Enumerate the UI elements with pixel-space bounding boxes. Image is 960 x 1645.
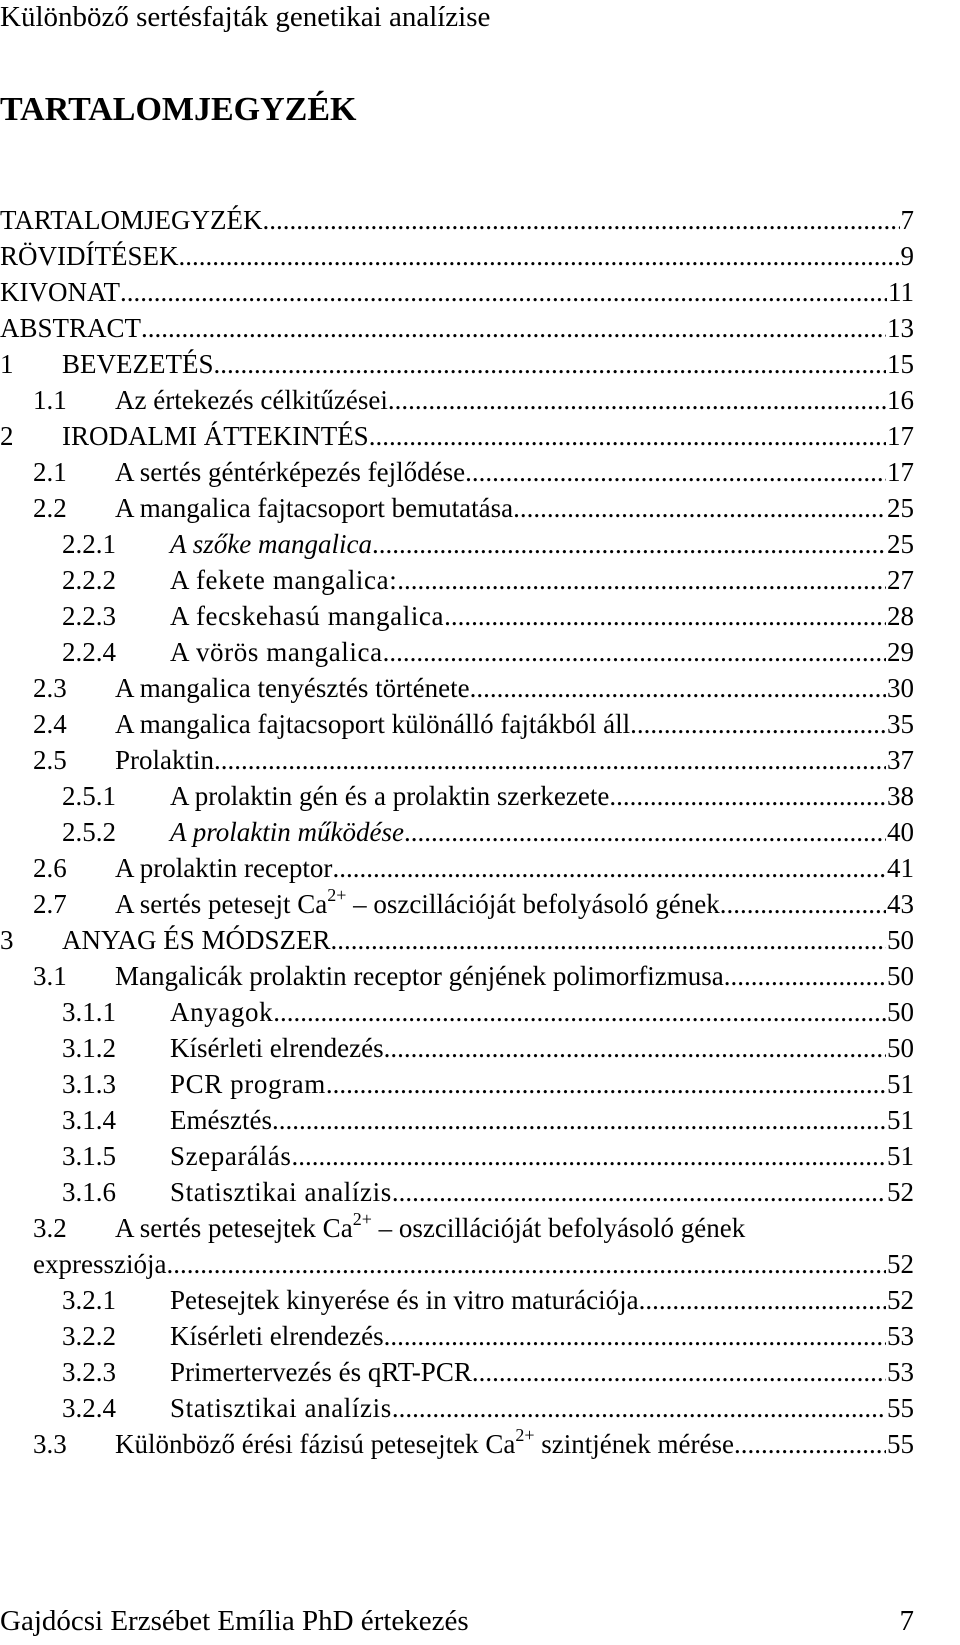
toc-entry[interactable] — [0, 850, 914, 886]
toc-entry[interactable] — [0, 1318, 914, 1354]
dot-leader — [724, 958, 886, 994]
toc-entry[interactable] — [0, 1426, 914, 1462]
toc-entry-title: KIVONAT — [0, 277, 120, 307]
toc-entry[interactable] — [0, 922, 914, 958]
toc-entry[interactable] — [0, 418, 914, 454]
toc-entry-page: 15 — [887, 349, 914, 379]
toc-entry-title: A fekete mangalica: — [170, 565, 398, 595]
toc-entry-page: 53 — [887, 1321, 914, 1351]
toc-entry-title: A prolaktin gén és a prolaktin szerkezete — [170, 781, 610, 811]
dot-leader — [383, 634, 886, 670]
toc-entry-title-rest: szintjének mérése — [534, 1429, 734, 1459]
dot-leader — [472, 1354, 886, 1390]
toc-entry-number: 3.1.2 — [62, 1033, 116, 1063]
toc-entry-title: Mangalicák prolaktin receptor génjének polimorfizmusa — [115, 961, 724, 991]
toc-entry-title: A sertés petesejt Ca — [115, 889, 328, 919]
dot-leader — [392, 1390, 886, 1426]
footer-page-number: 7 — [899, 1605, 914, 1637]
toc-entry-number: 2.5.2 — [62, 817, 116, 847]
dot-leader — [141, 310, 886, 346]
toc-entry[interactable] — [0, 454, 914, 490]
toc-entry-number: 3.2.1 — [62, 1285, 116, 1315]
toc-entry-page: 35 — [887, 709, 914, 739]
dot-leader — [214, 742, 886, 778]
toc-entry-continuation[interactable] — [0, 1246, 914, 1282]
toc-entry[interactable] — [0, 382, 914, 418]
toc-entry-number: 2.3 — [33, 673, 67, 703]
toc-entry-title: A prolaktin receptor — [115, 853, 333, 883]
toc-entry-title: Szeparálás — [170, 1141, 292, 1171]
toc-entry[interactable] — [0, 994, 914, 1030]
toc-entry-title: RÖVIDÍTÉSEK — [0, 241, 179, 271]
toc-entry-number: 2.2.4 — [62, 637, 116, 667]
toc-entry-number: 3.1 — [33, 961, 67, 991]
toc-entry-title: Prolaktin — [115, 745, 214, 775]
toc-entry-page: 50 — [887, 961, 914, 991]
toc-entry-number: 3.1.5 — [62, 1141, 116, 1171]
toc-entry-title: A mangalica fajtacsoport különálló fajtákból áll — [115, 709, 631, 739]
toc-entry-number: 2.1 — [33, 457, 67, 487]
toc-entry-page: 51 — [887, 1141, 914, 1171]
toc-entry-title: Különböző érési fázisú petesejtek Ca — [115, 1429, 516, 1459]
dot-leader — [630, 706, 886, 742]
toc-entry[interactable] — [0, 490, 914, 526]
toc-entry-title-rest: – oszcillációját befolyásoló gének — [371, 1213, 746, 1243]
toc-entry-number: 2.5 — [33, 745, 67, 775]
toc-entry-title: A prolaktin működése — [170, 817, 404, 847]
toc-title: TARTALOMJEGYZÉK — [0, 91, 357, 128]
toc-entry-page: 52 — [887, 1177, 914, 1207]
toc-entry-number: 3 — [0, 925, 14, 955]
dot-leader — [397, 562, 886, 598]
toc-entry[interactable] — [0, 958, 914, 994]
toc-entry[interactable] — [0, 1030, 914, 1066]
toc-entry-number: 2.2 — [33, 493, 67, 523]
toc-entry-title-rest: – oszcillációját befolyásoló gének — [346, 889, 720, 919]
dot-leader — [720, 886, 886, 922]
dot-leader — [392, 1174, 886, 1210]
toc-entry-title: Kísérleti elrendezés — [170, 1033, 384, 1063]
toc-entry-page: 7 — [900, 205, 914, 235]
toc-entry[interactable] — [0, 886, 914, 922]
toc-entry[interactable] — [0, 706, 914, 742]
toc-entry[interactable] — [0, 742, 914, 778]
toc-entry-page: 50 — [887, 1033, 914, 1063]
toc-entry-title: Kísérleti elrendezés — [170, 1321, 384, 1351]
superscript: 2+ — [327, 885, 347, 905]
toc-entry-page: 28 — [887, 601, 914, 631]
toc-entry-number: 3.3 — [33, 1429, 67, 1459]
toc-entry-page: 25 — [887, 529, 914, 559]
toc-entry-page: 51 — [887, 1105, 914, 1135]
toc-entry[interactable] — [0, 814, 914, 850]
toc-entry-title: A sertés petesejtek Ca — [115, 1213, 353, 1243]
toc-entry-page: 50 — [887, 997, 914, 1027]
toc-entry[interactable] — [0, 1174, 914, 1210]
dot-leader — [120, 274, 887, 310]
dot-leader — [609, 778, 886, 814]
dot-leader — [388, 382, 886, 418]
toc-entry[interactable] — [0, 1282, 914, 1318]
dot-leader — [291, 1138, 886, 1174]
toc-entry-page: 30 — [887, 673, 914, 703]
toc-entry-number: 2 — [0, 421, 14, 451]
toc-entry-page: 53 — [887, 1357, 914, 1387]
toc-entry-title: Anyagok — [170, 997, 274, 1027]
toc-entry-title: Emésztés — [170, 1105, 272, 1135]
toc-entry[interactable] — [0, 238, 914, 274]
toc-entry[interactable] — [0, 1210, 914, 1246]
dot-leader — [639, 1282, 886, 1318]
toc-entry-number: 3.2.4 — [62, 1393, 116, 1423]
toc-entry-number: 2.2.1 — [62, 529, 116, 559]
toc-entry[interactable] — [0, 1102, 914, 1138]
toc-entry-page: 51 — [887, 1069, 914, 1099]
toc-entry-title: IRODALMI ÁTTEKINTÉS — [62, 421, 369, 451]
toc-entry-title: ABSTRACT — [0, 313, 142, 343]
toc-entry-page: 25 — [887, 493, 914, 523]
toc-entry-page: 27 — [887, 565, 914, 595]
toc-entry-title: Az értekezés célkitűzései — [115, 385, 388, 415]
toc-entry[interactable] — [0, 1354, 914, 1390]
dot-leader — [326, 1066, 886, 1102]
toc-entry[interactable] — [0, 562, 914, 598]
dot-leader — [384, 1318, 886, 1354]
toc-entry-page: 50 — [887, 925, 914, 955]
toc-entry-title: A mangalica tenyésztés története — [115, 673, 470, 703]
toc-entry-title: ANYAG ÉS MÓDSZER — [62, 925, 331, 955]
dot-leader — [331, 922, 886, 958]
dot-leader — [178, 238, 899, 274]
toc-entry-number: 2.7 — [33, 889, 67, 919]
dot-leader — [369, 418, 886, 454]
dot-leader — [465, 454, 886, 490]
toc-entry-title: Petesejtek kinyerése és in vitro maturációja — [170, 1285, 639, 1315]
dot-leader — [213, 346, 886, 382]
toc-entry-page: 17 — [887, 457, 914, 487]
toc-entry-page: 52 — [887, 1249, 914, 1279]
toc-entry-number: 3.1.6 — [62, 1177, 116, 1207]
toc-entry-title: Statisztikai analízis — [170, 1393, 392, 1423]
dot-leader — [734, 1426, 886, 1462]
dot-leader — [404, 814, 886, 850]
toc-entry[interactable] — [0, 670, 914, 706]
toc-entry-number: 2.5.1 — [62, 781, 116, 811]
table-of-contents — [0, 202, 914, 1462]
dot-leader — [384, 1030, 886, 1066]
dot-leader — [272, 1102, 886, 1138]
toc-entry[interactable] — [0, 634, 914, 670]
toc-entry-number: 2.2.3 — [62, 601, 116, 631]
toc-entry-page: 43 — [887, 889, 914, 919]
toc-entry-number: 3.1.1 — [62, 997, 116, 1027]
toc-entry-page: 13 — [887, 313, 914, 343]
dot-leader — [166, 1246, 886, 1282]
toc-entry-title: A sertés géntérképezés fejlődése — [115, 457, 466, 487]
toc-entry-number: 2.2.2 — [62, 565, 116, 595]
toc-entry[interactable] — [0, 1138, 914, 1174]
toc-entry-title: A mangalica fajtacsoport bemutatása — [115, 493, 514, 523]
superscript: 2+ — [515, 1425, 535, 1445]
toc-entry-page: 55 — [887, 1429, 914, 1459]
toc-entry-page: 38 — [887, 781, 914, 811]
toc-entry-title: PCR program — [170, 1069, 326, 1099]
toc-entry-number: 3.2.2 — [62, 1321, 116, 1351]
toc-entry-number: 1 — [0, 349, 14, 379]
toc-entry-page: 40 — [887, 817, 914, 847]
footer-author: Gajdócsi Erzsébet Emília PhD értekezés — [0, 1605, 469, 1637]
toc-entry-page: 11 — [888, 277, 914, 307]
toc-entry-title-cont: expressziója — [33, 1249, 167, 1279]
toc-entry[interactable] — [0, 598, 914, 634]
toc-entry[interactable] — [0, 202, 914, 238]
superscript: 2+ — [352, 1209, 372, 1229]
toc-entry-page: 17 — [887, 421, 914, 451]
toc-entry[interactable] — [0, 346, 914, 382]
dot-leader — [273, 994, 886, 1030]
toc-entry-title: Statisztikai analízis — [170, 1177, 392, 1207]
dot-leader — [444, 598, 886, 634]
toc-entry-number: 2.4 — [33, 709, 67, 739]
dot-leader — [372, 526, 886, 562]
running-header: Különböző sertésfajták genetikai analízise — [0, 1, 491, 33]
toc-entry[interactable] — [0, 526, 914, 562]
toc-entry-title: A vörös mangalica — [170, 637, 383, 667]
toc-entry[interactable] — [0, 274, 914, 310]
toc-entry-page: 9 — [900, 241, 914, 271]
toc-entry[interactable] — [0, 310, 914, 346]
toc-entry-number: 3.1.4 — [62, 1105, 116, 1135]
toc-entry-page: 37 — [887, 745, 914, 775]
toc-entry-title: BEVEZETÉS — [62, 349, 214, 379]
toc-entry-number: 3.1.3 — [62, 1069, 116, 1099]
toc-entry-number: 3.2 — [33, 1213, 67, 1243]
toc-entry-title: A szőke mangalica — [170, 529, 372, 559]
toc-entry-number: 1.1 — [33, 385, 67, 415]
toc-entry-title: Primertervezés és qRT-PCR — [170, 1357, 472, 1387]
toc-entry-number: 3.2.3 — [62, 1357, 116, 1387]
toc-entry-title: A fecskehasú mangalica — [170, 601, 445, 631]
toc-entry[interactable] — [0, 1066, 914, 1102]
toc-entry-page: 29 — [887, 637, 914, 667]
toc-entry-page: 55 — [887, 1393, 914, 1423]
dot-leader — [513, 490, 886, 526]
dot-leader — [263, 202, 900, 238]
toc-entry-page: 52 — [887, 1285, 914, 1315]
toc-entry-page: 16 — [887, 385, 914, 415]
toc-entry[interactable] — [0, 1390, 914, 1426]
toc-entry-page: 41 — [887, 853, 914, 883]
toc-entry-number: 2.6 — [33, 853, 67, 883]
dot-leader — [332, 850, 886, 886]
dot-leader — [470, 670, 886, 706]
toc-entry-title: TARTALOMJEGYZÉK — [0, 205, 263, 235]
toc-entry[interactable] — [0, 778, 914, 814]
